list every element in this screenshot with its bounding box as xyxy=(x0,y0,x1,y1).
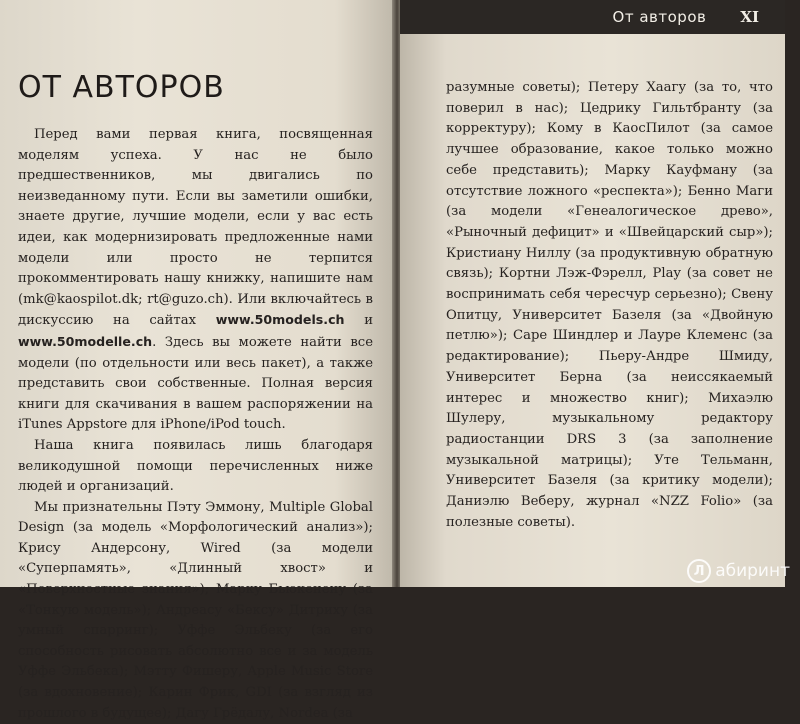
acknowledgements-paragraph: Мы признательны Пэту Эммону, Multiple Global Design (за модель «Морфологический анализ»); Крису Андерсону, Wired (за модели «Суперпамять», «Длинный хвост» и «Поверхностные знания»); Марку Бьюкенену (за «Тонкую модель»); Андреасу «Бексу» Дитриху (за умный спарринг); Уффе Эльбеку (за его способность рисовать абсолютно все и за модель Уффе Эльбека); Мэтту Фишеру, Apple Music Store (за вдохновение); Карин Фрик, GDI (за взгляд из прошлого в будущее); Дагу Грёдалу, Nordea (за xyxy=(18,499,373,721)
acknowledgements-continued: разумные советы); Петеру Хаагу (за то, что поверил в нас); Цедрику Гильтбранту (за корректуру); Кому в КаосПилот (за самое лучшее образование, какое только можно себе представить); Марку Кауфману (за отсутствие ложного «респекта»); Бенно Маги (за модели «Генеалогическое древо», «Рыночный дефицит» и «Швейцарский сыр»); Кристиану Ниллу (за продуктивную обратную связь); Кортни Лэж-Фэрелл, Play (за совет не воспринимать себя чересчур серьезно); Свену Опитцу, Университет Базеля (за «Двойную петлю»); Саре Шиндлер и Лауре Клеменс (за редактирование); Пьеру-Андре Шмиду, Университет Берна (за неиссякаемый интерес и множество книг); Михаэлю Шулеру, музыкальному редактору радиостанции DRS 3 (за заполнение музыкальной матрицы); Уте Тельманн, Университет Базеля (за критику модели); Даниэлю Веберу, журнал «NZZ Folio» (за полезные советы). xyxy=(446,80,773,530)
thanks-intro-paragraph: Наша книга появилась лишь благодаря великодушной помощи перечисленных ниже людей и организаций. xyxy=(18,437,373,495)
website-link-50models: www.50models.ch xyxy=(215,312,345,328)
chapter-title: ОТ АВТОРОВ xyxy=(18,70,225,105)
intro-paragraph xyxy=(18,125,373,436)
left-page-body xyxy=(18,125,373,724)
intro-text: Перед вами первая книга, посвященная моделям успеха. У нас не было предшественников, мы двигались по неизведанному пути. Если вы заметили ошибки, знаете другие, лучшие модели, если у вас есть идеи, как модернизировать предложенные нами модели или просто не терпится прокомментировать нашу книжку, напишите нам (mk@kaospilot.dk; rt@guzo.ch). Или включайтесь в дискуссию на сайтах xyxy=(18,127,373,329)
page-number: XI xyxy=(740,8,759,26)
right-page xyxy=(400,0,785,587)
watermark-logo-icon: Л xyxy=(687,559,711,583)
watermark-text: абиринт xyxy=(715,561,790,581)
right-page-body xyxy=(446,78,773,533)
intro-text-continued: . Здесь вы можете найти все модели (по отдельности или весь пакет), а также представить свои собственные. Полная версия книги для скачивания в вашем распоряжении на iTunes Appstore для iPhone/iPod touch. xyxy=(18,334,373,433)
watermark xyxy=(687,559,790,583)
running-header-title: От авторов xyxy=(612,8,707,26)
link-separator: и xyxy=(344,313,374,329)
website-link-50modelle: www.50modelle.ch xyxy=(18,333,153,349)
running-header xyxy=(400,0,785,34)
left-page xyxy=(0,0,394,721)
